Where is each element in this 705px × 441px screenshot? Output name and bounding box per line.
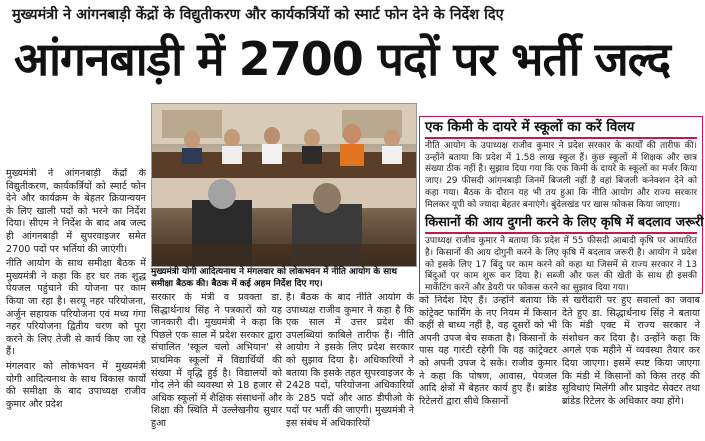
box-paragraph-2: उपाध्यक्ष राजीव कुमार ने बताया कि प्रदेश में 55 फीसदी आबादी कृषि पर आधारित है। किसानों की आय दोगुनी करने के लिए कृषि में बदलाव जरूरी है। आयोग ने प्रदेश को इसके लिए 17 बिंदु पर काम करने को कहा था जिसमें से राज्य सरकार ने 13 बिंदुओं पर काम शुरू कर दिया है। सब्जी और फल की खेती के साथ ही इसकी मार्केटिंग करने और डेयरी पर फोकस करने का सुझाव दिया गया। [425, 236, 697, 294]
box-rule-2 [425, 232, 697, 234]
meeting-photo-image [152, 104, 416, 266]
box-rule-1 [425, 137, 697, 139]
photo-caption: मुख्यमंत्री योगी आदित्यनाथ ने मंगलवार को लोकभवन में नीति आयोग के साथ समीक्षा बैठक की। बैठक में कई अहम निर्देश दिए गए। [151, 267, 398, 289]
box-heading-1: एक किमी के दायरे में स्कूलों का करें विलय [425, 119, 635, 135]
article-column-5: से खरीदारी पर हुए सवालों का जवाब देते हुए डा. सिद्धार्थनाथ सिंह ने बताया कि मंडी एक्ट में राज्य सरकार ने संशोधन कर दिया है। उन्होंने कहा कि अगले एक महीने में व्यवस्था तैयार कर दिया जाएगा। इसमें स्पष्ट किया जाएगा कि मंडी में किसानों को किस तरह की सुविधाएं मिलेंगी और प्राइवेट सेक्टर तथा ब्रांडेड रिटेलर के अधिकार क्या होंगे। [562, 295, 700, 407]
box-heading-2: किसानों की आय दुगनी करने के लिए कृषि में बदलाव जरूरी [425, 215, 704, 231]
main-headline: आंगनबाड़ी में 2700 पदों पर भर्ती जल्द [14, 32, 671, 86]
col1-paragraph-1: मुख्यमंत्री ने आंगनबाड़ी केंद्रों के विद्युतीकरण, कार्यकर्त्रियों को स्मार्ट फोन देने और कार्यक्रम के बेहतर क्रियान्वयन के लिए खाली पदों को भरने का निर्देश दिया। सीएम ने निर्देश के बाद अब जल्द ही आंगनबाड़ी में सुपरवाइजर समेत 2700 पदों पर भर्तियां की जाएंगी। [6, 168, 146, 255]
col1-paragraph-2: नीति आयोग के साथ समीक्षा बैठक में मुख्यमंत्री ने कहा कि हर घर तक शुद्ध पेयजल पहुंचाने की योजना पर काम किया जा रहा है। सरयू नहर परियोजना, अर्जुन सहायक परियोजना एवं मध्य गंगा नहर परियोजना द्वितीय चरण को पूरा करने के लिए तेजी से कार्य किए जा रहे हैं। [6, 258, 146, 358]
box-paragraph-1: नीति आयोग के उपाध्यक्ष राजीव कुमार ने प्रदेश सरकार के कार्यों की तारीफ की। उन्होंने बताया कि प्रदेश में 1.58 लाख स्कूल हैं। कुछ स्कूलों में शिक्षक और छात्र संख्या ठीक नहीं है। सुझाव दिया गया कि एक किमी के दायरे के स्कूलों का मर्जर किया जाए। 29 फीसदी आंगनबाड़ी जिनमें बिजली नहीं है वहां बिजली कनेक्शन देने को कहा गया। बैठक के दौरान यह भी तय हुआ कि नीति आयोग और राज्य सरकार मिलकर यूपी को ज्यादा बेहतर बनाएंगे। बुंदेलखंड पर खास फोकस किया जाएगा। [425, 141, 697, 210]
article-column-2: सरकार के मंत्री व प्रवक्ता डा. सिद्धार्थनाथ सिंह ने पत्रकारों को यह जानकारी दी। मुख्यमंत्री ने कहा कि पिछले एक साल में प्रदेश सरकार द्वारा संचालित 'स्कूल चलो अभियान' से प्राथमिक स्कूलों में विद्यार्थियों की संख्या में वृद्धि हुई है। विद्यालयों को गोद लेने की व्यवस्था से 18 हजार से अधिक स्कूलों में शैक्षिक संसाधनों और शिक्षा की स्थिति में उल्लेखनीय सुधार हुआ [151, 292, 282, 429]
article-column-1 [6, 168, 146, 436]
meeting-photo [151, 103, 417, 267]
article-column-4: को निर्देश दिए हैं। उन्होंने बताया कि कांट्रेक्ट फार्मिंग के नए नियम में किसान कहीं से बाध्य नहीं है, वह दूसरों को भी अपनी उपज बेच सकता है। किसानों के पास यह गारंटी रहेगी कि वह कांट्रेक्टर को अपनी उपज दे सके। राजीव कुमार ने कहा कि पोषण, आवास, पेयजल आदि क्षेत्रों में बेहतर कार्य हुए हैं। ब्रांडेड रिटेलरों द्वारा सीधे किसानों [419, 295, 557, 407]
article-column-3: है। बैठक के बाद नीति आयोग के उपाध्यक्ष राजीव कुमार ने कहा है कि एक साल में उत्तर प्रदेश की उपलब्धियां काबिले तारीफ हैं। नीति आयोग ने इसके लिए प्रदेश सरकार को सुझाव दिया है। अधिकारियों ने बताया कि इसके तहत सुपरवाइजर के 2428 पदों, परियोजना अधिकारियों के 285 पदों और आठ डीपीओ के पदों पर भर्ती की जाएगी। मुख्यमंत्री ने इस संबंध में अधिकारियों [286, 292, 414, 429]
col1-paragraph-3: मंगलवार को लोकभवन में मुख्यमंत्री योगी आदित्यनाथ के साथ विकास कार्यों की समीक्षा के बाद उपाध्यक्ष राजीव कुमार और प्रदेश [6, 360, 146, 410]
highlight-box [419, 116, 703, 294]
kicker-headline: मुख्यमंत्री ने आंगनबाड़ी केंद्रों के विद्युतीकरण और कार्यकर्त्रियों को स्मार्ट फोन देने के निर्देश दिए [12, 7, 504, 23]
